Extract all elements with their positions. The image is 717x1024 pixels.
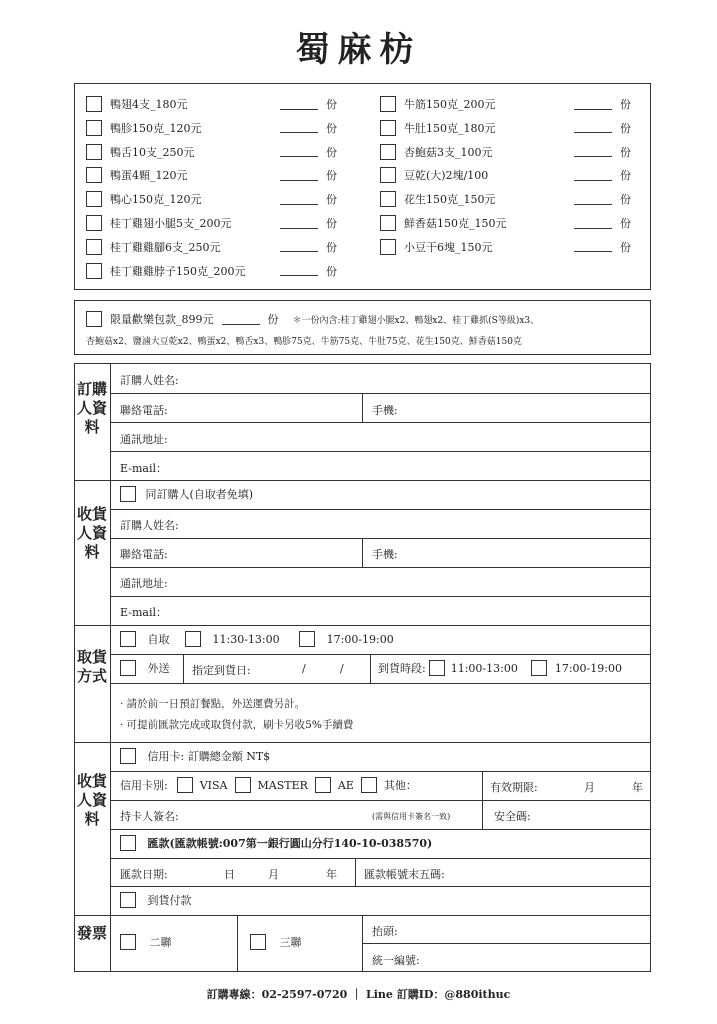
- menu-item: [86, 119, 337, 137]
- pickup-self-row: [120, 631, 394, 647]
- menu-item-qty-field[interactable]: [574, 194, 612, 205]
- delivery-time-label: 到貨時段:: [378, 662, 426, 675]
- security-code-label: 安全碼:: [494, 810, 531, 823]
- menu-item-checkbox[interactable]: [380, 215, 396, 231]
- menu-item-label: 鴨蛋4顆_120元: [110, 169, 188, 183]
- menu-item: [86, 166, 337, 184]
- menu-item: [380, 214, 631, 232]
- menu-item: [86, 95, 337, 113]
- menu-item-label: 牛肚150克_180元: [404, 121, 496, 135]
- date-separator-1: /: [302, 662, 306, 675]
- receiver-mobile-label: 手機:: [372, 548, 398, 561]
- signature-note: (需與信用卡簽名一致): [372, 812, 451, 821]
- menu-item-unit: 份: [326, 121, 337, 135]
- menu-item-qty-field[interactable]: [280, 218, 318, 229]
- menu-item-unit: 份: [326, 145, 337, 159]
- menu-item-checkbox[interactable]: [380, 239, 396, 255]
- menu-item: [380, 119, 631, 137]
- self-pickup-checkbox[interactable]: [120, 631, 136, 647]
- visa-checkbox[interactable]: [177, 777, 193, 793]
- cod-label: 到貨付款: [147, 894, 192, 907]
- transfer-year-label: 年: [326, 868, 337, 881]
- menu-item-label: 桂丁雞雞腳6支_250元: [110, 240, 221, 254]
- menu-item-qty-field[interactable]: [280, 265, 318, 276]
- menu-item-label: 鴨翅4支_180元: [110, 98, 188, 111]
- menu-item-unit: 份: [326, 98, 337, 111]
- page-title: 蜀麻枋: [295, 30, 422, 70]
- menu-item: [380, 143, 631, 161]
- expiry-year-label: 年: [632, 781, 643, 794]
- self-pickup-label: 自取: [147, 633, 170, 646]
- menu-item-unit: 份: [326, 169, 337, 183]
- delivery-checkbox[interactable]: [120, 660, 136, 676]
- delivery-slot-1-label: 11:00-13:00: [450, 661, 518, 675]
- limited-note-1: ＊一份內含:桂丁雞翅小腿x2、鴨翅x2、桂丁雞抓(S等級)x3、: [292, 315, 540, 326]
- menu-item-label: 鴨舌10支_250元: [110, 145, 195, 159]
- menu-item-checkbox[interactable]: [86, 263, 102, 279]
- date-separator-2: /: [340, 662, 344, 675]
- menu-item-checkbox[interactable]: [86, 144, 102, 160]
- menu-item-qty-field[interactable]: [280, 170, 318, 181]
- same-as-orderer-label: 同訂購人(自取者免填): [145, 488, 254, 501]
- limited-note-2: 杏鮑菇x2、鹽滷大豆乾x2、鴨蛋x2、鴨舌x3、鴨胗75克、牛筋75克、牛肚75克、花生150克、鮮香菇150克: [86, 337, 522, 347]
- receiver-address-label: 通訊地址:: [120, 577, 168, 590]
- menu-item-checkbox[interactable]: [86, 96, 102, 112]
- receiver-section-label: 收貨人資料: [77, 505, 108, 561]
- menu-item-label: 鴨胗150克_120元: [110, 121, 202, 135]
- menu-item-qty-field[interactable]: [280, 146, 318, 157]
- receiver-email-label: E-mail：: [120, 606, 167, 619]
- menu-item-label: 鮮香菇150克_150元: [404, 217, 507, 230]
- payment-section-label: 收貨人資料: [77, 772, 108, 828]
- receiver-same-row: [120, 486, 253, 502]
- same-as-orderer-checkbox[interactable]: [120, 486, 136, 502]
- invoice-three-label: 三聯: [279, 936, 302, 949]
- ae-label: AE: [337, 778, 354, 792]
- pickup-slot-1-checkbox[interactable]: [185, 631, 201, 647]
- menu-item: [380, 238, 631, 256]
- menu-item-checkbox[interactable]: [86, 120, 102, 136]
- account-last5-label: 匯款帳號末五碼:: [364, 868, 445, 881]
- menu-item-qty-field[interactable]: [280, 241, 318, 252]
- limited-qty-field[interactable]: [222, 314, 260, 325]
- other-card-label: 其他：: [383, 779, 417, 792]
- menu-item-label: 花生150克_150元: [404, 193, 496, 207]
- menu-item-unit: 份: [326, 264, 337, 278]
- menu-item-checkbox[interactable]: [380, 96, 396, 112]
- invoice-three-checkbox[interactable]: [250, 934, 266, 950]
- invoice-three-row: [250, 934, 302, 950]
- orderer-phone-label: 聯絡電話:: [120, 404, 168, 417]
- menu-item-label: 小豆干6塊_150元: [404, 240, 493, 254]
- pickup-slot-1-label: 11:30-13:00: [212, 632, 280, 646]
- orderer-section-label: 訂購人資料: [77, 380, 108, 436]
- menu-item-qty-field[interactable]: [574, 146, 612, 157]
- menu-item: [86, 190, 337, 208]
- menu-item-unit: 份: [620, 217, 631, 230]
- pickup-slot-2-checkbox[interactable]: [299, 631, 315, 647]
- menu-item-label: 杏鮑菇3支_100元: [404, 145, 493, 159]
- menu-item: [86, 214, 337, 232]
- menu-item-checkbox[interactable]: [380, 144, 396, 160]
- transfer-label: 匯款(匯款帳號:007第一銀行圓山分行140-10-038570): [147, 837, 433, 850]
- credit-card-row: [120, 748, 270, 764]
- menu-item-qty-field[interactable]: [574, 218, 612, 229]
- menu-item-label: 豆乾(大)2塊/100: [404, 169, 489, 183]
- master-checkbox[interactable]: [235, 777, 251, 793]
- pickup-slot-2-label: 17:00-19:00: [326, 632, 394, 646]
- menu-item-unit: 份: [326, 193, 337, 207]
- orderer-email-label: E-mail：: [120, 462, 167, 475]
- footer-contact: 訂購專線：02-2597-0720 ｜ Line 訂購ID：@880ithuc: [206, 988, 511, 1001]
- limited-checkbox[interactable]: [86, 311, 102, 327]
- cod-row: [120, 892, 192, 908]
- menu-item-qty-field[interactable]: [280, 99, 318, 110]
- menu-item-checkbox[interactable]: [380, 120, 396, 136]
- invoice-two-checkbox[interactable]: [120, 934, 136, 950]
- orderer-name-label: 訂購人姓名:: [120, 374, 179, 387]
- orderer-address-label: 通訊地址:: [120, 433, 168, 446]
- menu-item-qty-field[interactable]: [574, 241, 612, 252]
- menu-item-unit: 份: [326, 217, 337, 230]
- menu-item-unit: 份: [326, 240, 337, 254]
- transfer-month-label: 月: [268, 868, 279, 881]
- menu-item-unit: 份: [620, 169, 631, 183]
- transfer-date-label: 匯款日期:: [120, 868, 168, 881]
- delivery-slot-2-checkbox[interactable]: [531, 660, 547, 676]
- menu-item-label: 桂丁雞翅小腿5支_200元: [110, 217, 232, 230]
- invoice-taxid-label: 統一編號:: [372, 954, 420, 967]
- menu-item-qty-field[interactable]: [280, 194, 318, 205]
- menu-item: [380, 95, 631, 113]
- menu-item-unit: 份: [620, 145, 631, 159]
- limited-unit: 份: [267, 313, 279, 326]
- card-type-row: [120, 777, 417, 793]
- menu-item-qty-field[interactable]: [574, 122, 612, 133]
- delivery-date-label: 指定到貨日:: [192, 664, 251, 677]
- receiver-name-label: 訂購人姓名:: [120, 519, 179, 532]
- expiry-label: 有效期限:: [490, 781, 538, 794]
- delivery-time-row: [378, 660, 622, 676]
- menu-item-checkbox[interactable]: [380, 191, 396, 207]
- menu-item-label: 牛筋150克_200元: [404, 98, 496, 111]
- orderer-mobile-label: 手機:: [372, 404, 398, 417]
- invoice-header-label: 抬頭:: [372, 925, 398, 938]
- transfer-row: [120, 835, 432, 851]
- menu-item-qty-field[interactable]: [574, 99, 612, 110]
- card-type-label: 信用卡別:: [120, 779, 168, 792]
- delivery-slot-1-checkbox[interactable]: [429, 660, 445, 676]
- ae-checkbox[interactable]: [315, 777, 331, 793]
- delivery-row: [120, 660, 170, 676]
- credit-card-label: 信用卡: 訂購總金額 NT$: [147, 750, 271, 763]
- credit-card-checkbox[interactable]: [120, 748, 136, 764]
- signature-label: 持卡人簽名:: [120, 810, 179, 823]
- master-label: MASTER: [257, 778, 308, 792]
- menu-item-unit: 份: [620, 98, 631, 111]
- menu-item-qty-field[interactable]: [574, 170, 612, 181]
- menu-item-unit: 份: [620, 193, 631, 207]
- invoice-two-row: [120, 934, 172, 950]
- cod-checkbox[interactable]: [120, 892, 136, 908]
- menu-item-qty-field[interactable]: [280, 122, 318, 133]
- transfer-checkbox[interactable]: [120, 835, 136, 851]
- expiry-month-label: 月: [584, 781, 595, 794]
- menu-item: [86, 262, 337, 280]
- menu-item: [86, 238, 337, 256]
- menu-item-checkbox[interactable]: [86, 191, 102, 207]
- other-card-checkbox[interactable]: [361, 777, 377, 793]
- menu-item-label: 桂丁雞雞脖子150克_200元: [110, 264, 246, 278]
- menu-item: [380, 190, 631, 208]
- menu-item: [380, 166, 631, 184]
- menu-item-checkbox[interactable]: [86, 215, 102, 231]
- menu-item-checkbox[interactable]: [86, 239, 102, 255]
- delivery-label: 外送: [147, 662, 170, 675]
- menu-item-unit: 份: [620, 240, 631, 254]
- menu-item: [86, 143, 337, 161]
- limited-row: [86, 310, 539, 328]
- pickup-note-2: · 可提前匯款完成或取貨付款，刷卡另收5%手續費: [120, 719, 354, 731]
- menu-box: [74, 83, 651, 290]
- invoice-two-label: 二聯: [149, 936, 172, 949]
- menu-item-label: 鴨心150克_120元: [110, 193, 202, 207]
- pickup-section-label: 取貨方式: [77, 648, 108, 685]
- transfer-day-label: 日: [224, 868, 235, 881]
- visa-label: VISA: [199, 778, 228, 792]
- menu-item-checkbox[interactable]: [86, 167, 102, 183]
- menu-item-unit: 份: [620, 121, 631, 135]
- pickup-note-1: · 請於前一日預訂餐點，外送運費另計。: [120, 698, 306, 710]
- invoice-section-label: 發票: [77, 924, 108, 942]
- limited-label: 限量歡樂包款_899元: [110, 313, 214, 326]
- receiver-phone-label: 聯絡電話:: [120, 548, 168, 561]
- menu-item-checkbox[interactable]: [380, 167, 396, 183]
- delivery-slot-2-label: 17:00-19:00: [554, 661, 622, 675]
